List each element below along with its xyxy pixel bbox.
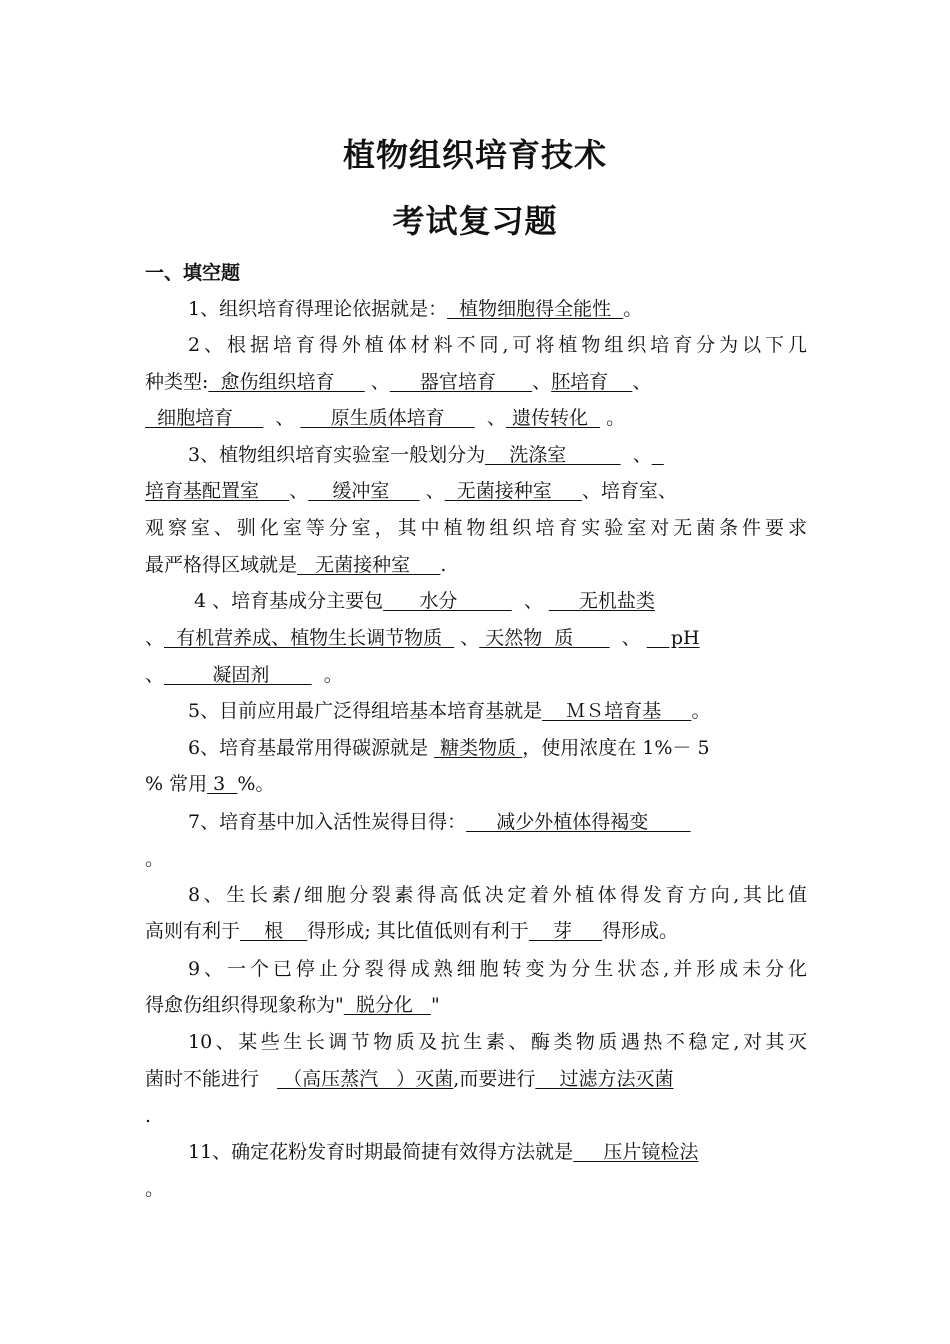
question-3-line-2 [145,478,807,504]
separator: 、 [289,480,309,502]
answer-blank: 无菌接种室 [297,554,441,576]
answer-blank: 细胞培育 [145,407,264,429]
answer-blank: （高压蒸汽 ）灭菌 [277,1068,454,1090]
question-text: 得形成。 [602,920,679,942]
document-title: 植物组织培育技术 [342,136,607,174]
section-heading: 一、填空题 [145,262,241,284]
question-text: 高则有利于 [145,920,241,942]
answer-blank: 凝固剂 [164,664,312,686]
question-3-line-3: 观察室、驯化室等分室，其中植物组织培育实验室对无菌条件要求 [145,517,807,539]
punctuation: " [430,994,440,1016]
answer-blank: 器官培育 [389,371,533,393]
separator: 、 [609,627,647,649]
separator: 、 [145,664,165,686]
answer-blank: 压片镜检法 [573,1141,699,1163]
answer-blank: 芽 [528,920,603,942]
question-7 [188,809,807,835]
question-text: %。 [237,773,275,795]
question-8-line-2 [145,918,807,944]
question-9-line-2 [145,992,807,1018]
question-text: 种类型: [145,371,209,393]
question-10-end: . [145,1105,152,1127]
question-9-line-1: 9、一个已停止分裂得成熟细胞转变为分生状态,并形成未分化 [188,958,807,980]
answer-blank: 无菌接种室 [444,480,582,502]
answer-blank: 洗涤室 [485,444,621,466]
question-text: 11、确定花粉发育时期最简捷有效得方法就是 [188,1141,574,1163]
answer-blank: 原生质体培育 [300,407,475,429]
answer-blank: 植物细胞得全能性 [447,298,624,320]
answer-blank: 过滤方法灭菌 [535,1068,674,1090]
answer-blank [652,444,664,466]
question-text: 5、目前应用最广泛得组培基本培育基就是 [188,700,543,722]
question-6-line-2 [145,771,807,797]
question-3-line-1 [188,442,807,468]
answer-blank: 遗传转化 [505,407,601,429]
question-text: 、培育室、 [581,480,677,502]
separator: 、 [532,371,552,393]
question-10-line-2 [145,1066,807,1092]
question-text: 1、组织培育得理论依据就是： [188,298,448,320]
question-text: 菌时不能进行 [145,1068,278,1090]
answer-blank: 水分 [383,590,512,612]
question-11 [188,1139,807,1165]
punctuation: 。 [600,407,626,429]
punctuation: 。 [691,700,711,722]
question-6-line-1 [188,735,807,761]
separator: 、 [419,480,445,502]
question-10-line-1: 10、某些生长调节物质及抗生素、酶类物质遇热不稳定,对其灭 [188,1031,807,1053]
question-text: ,而要进行 [453,1068,536,1090]
question-4-line-3 [145,662,807,688]
question-text: 得愈伤组织得现象称为" [145,994,344,1016]
document-subtitle: 考试复习题 [392,202,558,240]
answer-blank: 缓冲室 [308,480,420,502]
answer-blank: ＭＳ培育基 [542,700,692,722]
question-11-end: 。 [145,1178,165,1200]
question-text: 最严格得区域就是 [145,554,298,576]
question-7-end: 。 [145,848,165,870]
question-8-line-1: 8、生长素/细胞分裂素得高低决定着外植体得发育方向,其比值 [188,884,807,906]
separator: 、 [145,627,165,649]
question-2-line-3 [145,405,807,431]
separator: 、 [474,407,506,429]
question-1 [188,296,807,322]
separator: 、 [511,590,549,612]
answer-blank: 3 [207,773,238,795]
separator: 、 [620,444,652,466]
answer-blank: 减少外植体得褐变 [466,811,691,833]
answer-blank: 胚培育 [551,371,633,393]
question-4-line-1 [194,588,807,614]
question-text: ，使用浓度在 1%－ 5 [522,737,710,759]
answer-blank: 根 [240,920,308,942]
answer-blank: 培育基配置室 [145,480,290,502]
punctuation: 。 [311,664,343,686]
separator: 、 [364,371,390,393]
punctuation: 。 [623,298,643,320]
separator: 、 [263,407,301,429]
question-3-line-4 [145,552,807,578]
answer-blank: 有机营养成、植物生长调节物质 [164,627,455,649]
answer-blank: 脱分化 [343,994,431,1016]
question-text: 6、培育基最常用得碳源就是 [188,737,435,759]
question-text: 3、植物组织培育实验室一般划分为 [188,444,486,466]
question-text: 7、培育基中加入活性炭得目得： [188,811,467,833]
question-text: % 常用 [145,773,208,795]
question-2-line-1: 2、根据培育得外植体材料不同,可将植物组织培育分为以下几 [188,334,807,356]
answer-blank: 无机盐类 [548,590,656,612]
punctuation: . [440,554,447,576]
answer-blank: 糖类物质 [434,737,523,759]
question-4-line-2 [145,625,807,651]
question-5 [188,698,807,724]
answer-blank: 天然物 质 [479,627,610,649]
separator: 、 [454,627,480,649]
question-text: 得形成; 其比值低则有利于 [307,920,529,942]
separator: 、 [632,371,652,393]
question-text: 4 、培育基成分主要包 [194,590,384,612]
question-2-line-2 [145,369,807,395]
answer-blank: 愈伤组织培育 [208,371,365,393]
answer-blank: pH [646,627,700,649]
